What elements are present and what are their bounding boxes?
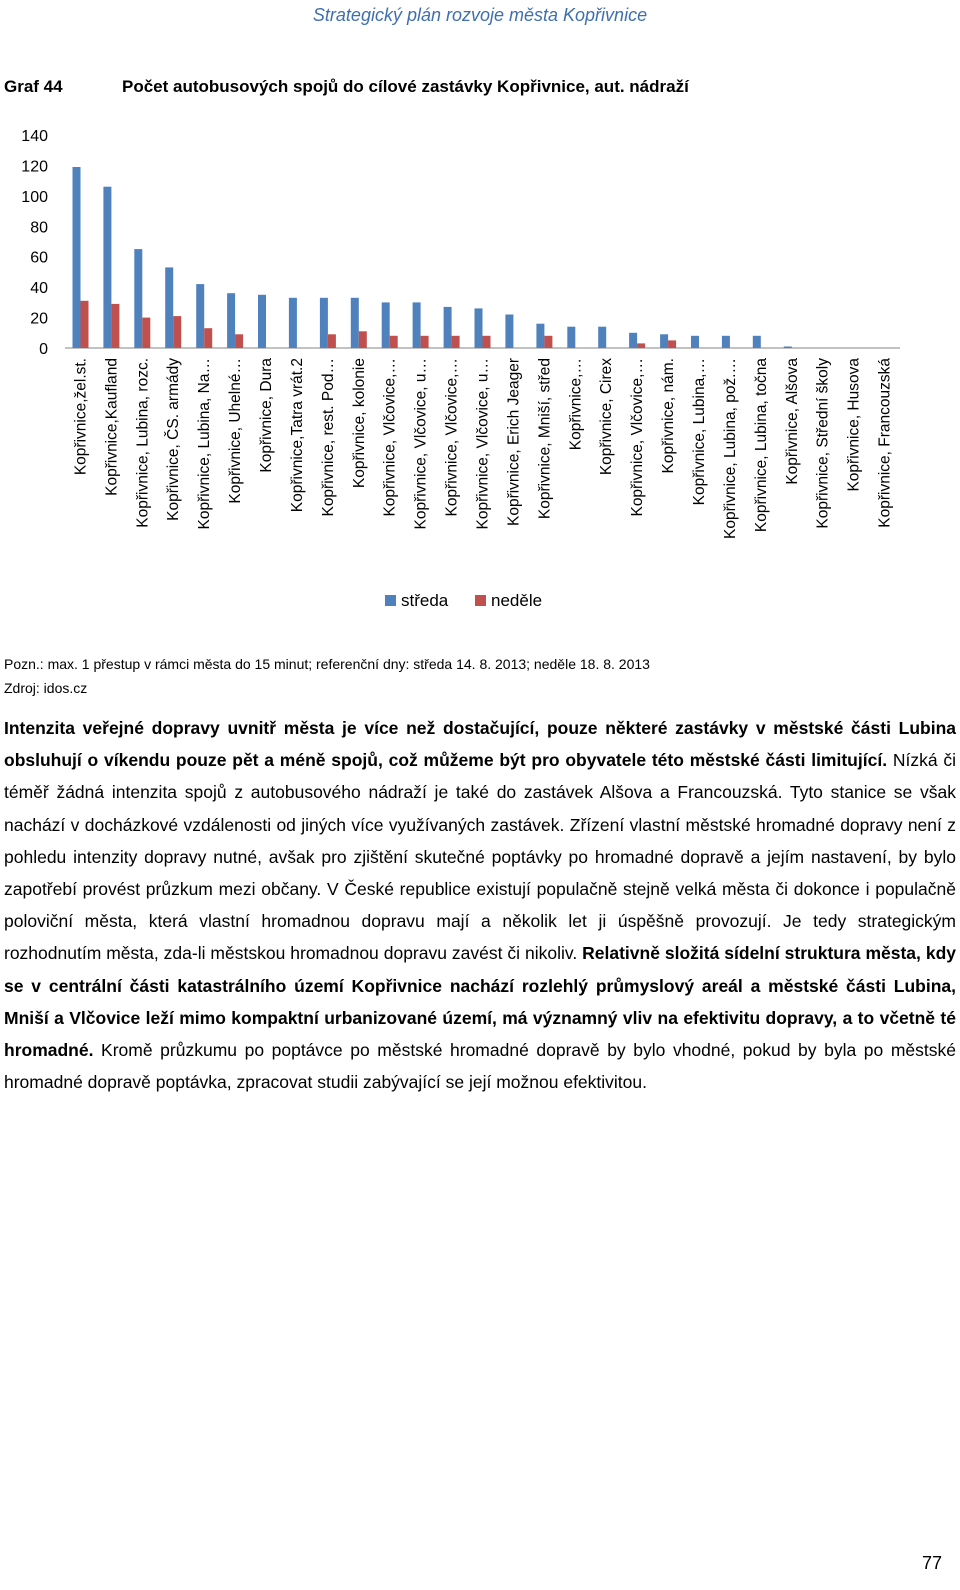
bar-streda <box>289 298 297 348</box>
bar-streda <box>567 327 575 348</box>
x-tick-label: Kopřivnice, Dura <box>258 358 275 473</box>
x-tick-label: Kopřivnice, Lubina, točna <box>752 358 770 533</box>
x-tick-label: Kopřivnice, Vlčovice, u… <box>474 358 492 530</box>
bar-streda <box>196 284 204 348</box>
y-axis-ticks <box>21 128 48 358</box>
x-tick-label: Kopřivnice, Francouzská <box>876 358 894 528</box>
body-paragraph <box>4 712 956 1098</box>
bar-nedele <box>421 336 429 348</box>
bar-nedele <box>111 304 119 348</box>
bar-streda <box>73 167 81 348</box>
bar-streda <box>413 302 421 348</box>
bar-nedele <box>328 334 336 348</box>
legend-swatch <box>475 595 486 606</box>
bar-streda <box>505 315 513 349</box>
bar-nedele <box>390 336 398 348</box>
bar-streda <box>475 308 483 348</box>
x-tick-label: Kopřivnice, Husova <box>845 358 863 492</box>
x-tick-label: Kopřivnice,žel.st. <box>72 358 90 476</box>
y-tick-label: 120 <box>21 158 48 176</box>
x-axis-labels <box>73 358 894 539</box>
x-tick-label: Kopřivnice, Lubina,… <box>691 358 708 506</box>
y-tick-label: 40 <box>30 280 48 298</box>
bar-streda <box>103 187 111 348</box>
legend-swatch <box>385 595 396 606</box>
x-tick-label: Kopřivnice,… <box>567 358 585 451</box>
x-tick-label: Kopřivnice, kolonie <box>350 358 368 489</box>
bar-nedele <box>359 331 367 348</box>
bar-streda <box>382 302 390 348</box>
bar-streda <box>351 298 359 348</box>
y-tick-label: 100 <box>21 188 48 206</box>
figure-title: Počet autobusových spojů do cílové zastávky Kopřivnice, aut. nádraží <box>122 77 689 96</box>
bar-streda <box>320 298 328 348</box>
bar-streda <box>660 334 668 348</box>
bar-streda <box>165 267 173 348</box>
page-number: 77 <box>921 1553 942 1573</box>
bars <box>73 167 792 348</box>
x-tick-label: Kopřivnice, rest. Pod… <box>319 358 337 517</box>
bar-streda <box>134 249 142 348</box>
y-tick-label: 60 <box>30 249 48 267</box>
bar-streda <box>629 333 637 348</box>
x-tick-label: Kopřivnice, Lubina, pož.… <box>721 358 739 539</box>
x-tick-label: Kopřivnice, Mniší, střed <box>536 358 554 520</box>
bar-streda <box>536 324 544 348</box>
x-tick-label: Kopřivnice, Alšova <box>783 358 801 485</box>
x-tick-label: Kopřivnice, Erich Jeager <box>505 358 523 526</box>
bold-sentence: Intenzita veřejné dopravy uvnitř města je více než dostačující, pouze některé zastávky v městské části Lubina obsluhují o víkendu pouze pět a méně spojů, což můžeme být pro obyvatele této městské části limitující. <box>4 718 956 771</box>
bar-chart <box>0 120 960 640</box>
x-tick-label: Kopřivnice, Vlčovice,… <box>629 358 647 517</box>
text-sentence: Nízká či téměř žádná intenzita spojů z autobusového nádraží je také do zastávek Alšova a Francouzská. Tyto stanice se však nachází v docházkové vzdálenosti od jiných více využívaných zastávek. Zřízení vlastní městské hromadné dopravy není z pohledu intenzity dopravy nutné, avšak pro zjištění skutečné poptávky po hromadné dopravě a jejím nastavení, by bylo zapotřebí provést průzkum mezi občany. V České republice existují populačně stejně velká města či dokonce i populačně poloviční města, která vlastní hromadnou dopravu mají a několik let ji úspěšně provozují. Je tedy strategickým rozhodnutím města, zda-li městskou hromadnou dopravu zavést či nikoliv. <box>4 750 956 964</box>
bar-nedele <box>668 340 676 348</box>
x-tick-label: Kopřivnice,Kaufland <box>103 358 121 496</box>
bold-sentence: Relativně složitá sídelní struktura města, kdy se v centrální části katastrálního území Kopřivnice nachází rozlehlý průmyslový areál a městské části Lubina, Mniší a Vlčovice leží mimo kompaktní urbanizované území, má významný vliv na efektivitu dopravy, a to včetně té hromadné. <box>4 943 956 1061</box>
x-tick-label: Kopřivnice, Vlčovice, u… <box>412 357 430 530</box>
legend-label: středa <box>401 591 449 610</box>
x-tick-label: Kopřivnice, Uhelné… <box>227 358 245 504</box>
bar-streda <box>691 336 699 348</box>
y-tick-label: 80 <box>30 219 48 237</box>
note-line: Pozn.: max. 1 přestup v rámci města do 15 minut; referenční dny: středa 14. 8. 2013; neděle 18. 8. 2013 <box>4 656 650 672</box>
x-tick-label: Kopřivnice, Cirex <box>598 358 616 476</box>
figure-label: Graf 44 <box>4 77 63 96</box>
source-line: Zdroj: idos.cz <box>4 680 88 696</box>
x-tick-label: Kopřivnice, Vlčovice,… <box>381 358 399 517</box>
bar-nedele <box>483 336 491 348</box>
x-tick-label: Kopřivnice, Lubina, rozc. <box>134 358 152 528</box>
running-header: Strategický plán rozvoje města Kopřivnice <box>312 5 648 25</box>
bar-streda <box>227 293 235 348</box>
x-tick-label: Kopřivnice,Tatra vrát.2 <box>288 358 306 513</box>
bar-nedele <box>452 336 460 348</box>
figure-note <box>4 652 650 700</box>
x-tick-label: Kopřivnice, Vlčovice,… <box>443 357 461 517</box>
bar-streda <box>753 336 761 348</box>
text-sentence: Kromě průzkumu po poptávce po městské hromadné dopravě by bylo vhodné, pokud by byla po městské hromadné dopravě poptávka, zpracovat studii zabývající se její možnou efektivitou. <box>4 1040 956 1093</box>
legend <box>385 591 542 610</box>
bar-nedele <box>544 336 552 348</box>
bar-nedele <box>204 328 212 348</box>
bar-streda <box>722 336 730 348</box>
bar-nedele <box>637 343 645 348</box>
bar-streda <box>258 295 266 348</box>
bar-nedele <box>81 301 89 348</box>
bar-nedele <box>142 318 150 348</box>
y-tick-label: 140 <box>21 128 48 145</box>
y-tick-label: 20 <box>30 310 48 328</box>
x-tick-label: Kopřivnice, Lubina, Na… <box>196 358 214 530</box>
bar-nedele <box>235 334 243 348</box>
bar-streda <box>598 327 606 348</box>
bar-nedele <box>173 316 181 348</box>
x-tick-label: Kopřivnice, nám. <box>660 358 678 474</box>
y-tick-label: 0 <box>39 341 48 358</box>
bar-streda <box>784 347 792 349</box>
bar-streda <box>444 307 452 348</box>
legend-label: neděle <box>491 591 543 610</box>
x-tick-label: Kopřivnice, ČS. armády <box>165 358 183 521</box>
x-tick-label: Kopřivnice, Střední školy <box>814 358 832 529</box>
